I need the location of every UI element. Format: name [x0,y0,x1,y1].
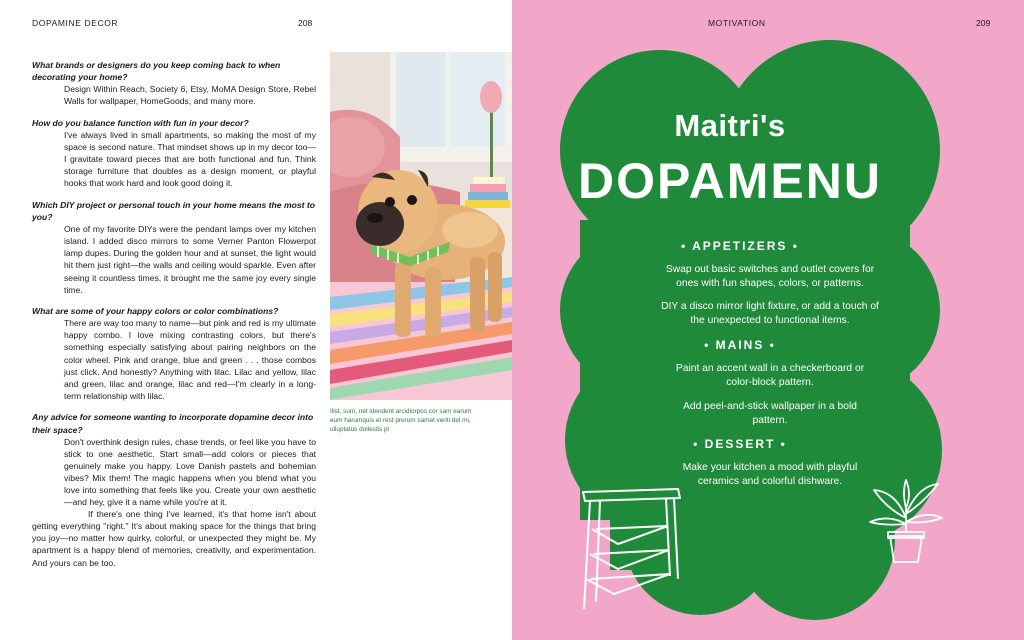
section-heading-appetizers: • APPETIZERS • [681,239,799,253]
answer-paragraph: If there's one thing I've learned, it's that home isn't about getting everything "right." It's about making space for the things that bring you joy—no matter how quirky, colorful, or unexpected they might be. My apartment is a happy blend of memories, creativity, and experimentation. And yours can be too. [32,509,316,568]
running-head-right: MOTIVATION [708,18,766,28]
question: What brands or designers do you keep coming back to when decorating your home? [32,60,281,83]
potted-plant-line-drawing [866,478,946,564]
menu-item: Paint an accent wall in a checkerboard or color-block pattern. [675,363,865,388]
page-number-left: 208 [298,18,313,28]
answer-paragraph: I've always lived in small apartments, so making the most of my space is second nature. That mindset shows up in my decor too—I gravitate toward pieces that are both functional and fun. Think storage furniture that doubles as a design moment, or playful hooks that work hard and look good doing it. [64,129,316,189]
answer-paragraph: Design Within Reach, Society 6, Etsy, MoMA Design Store, Rebel Walls for wallpaper, HomeGoods, and many more. [64,84,316,107]
photo-caption: Ilist, sum, net idendent arcidiorpos cor sam earum eum harumquis et rest prerum samet veriti del mi, ulluptatus dollestis pl [330,408,472,433]
question: Which DIY project or personal touch in your home means the most to you? [32,199,315,223]
menu-title-name: Maitri's [674,108,786,143]
page-number-right: 209 [976,18,991,28]
menu-item: Make your kitchen a mood with playful ceramics and colorful dishware. [682,462,858,487]
running-head-left: DOPAMINE DECOR [32,18,119,28]
menu-item: DIY a disco mirror light fixture, or add a touch of the unexpected to functional items. [661,301,879,326]
menu-item: Swap out basic switches and outlet covers for ones with fun shapes, colors, or patterns. [665,264,875,289]
question: How do you balance function with fun in your decor? [32,117,249,128]
section-heading-dessert: • DESSERT • [693,437,787,451]
answer-paragraph: There are way too many to name—but pink and red is my ultimate happy combo. I love mixing contrasting colors, but there's something especially satisfying about pairing neighbors on the color wheel. Pink and orange, blue and green . . . those combos just click. And honestly? Anything with lilac. Lilac and yellow, lilac and green, lilac and orange, lilac and red—I'm clearly in a long-term relationship with lilac. [64,318,316,401]
question: Any advice for someone wanting to incorporate dopamine decor into their space? [32,412,314,435]
menu-item: Add peel-and-stick wallpaper in a bold pattern. [682,401,857,426]
answer-paragraph: One of my favorite DIYs were the pendant lamps over my kitchen island. I added disco mirrors to some Verner Panton Flowerpot lamp dupes. During the golden hour and at sunset, the light would hit them just right—the walls and ceiling would sparkle. Even after seeing it countless times, it brought me the same joy every single time. [64,224,316,295]
answer-paragraph: Don't overthink design rules, chase trends, or feel like you have to stick to one aesthetic. Start small—add colors or pieces that genuinely make you happy. Love Danish pastels and bohemian vibes? Mix them! The magic happens when you blend what you love into something that feels like you. Create your own aesthetic—and hey, give it a name while you're at it. [64,436,316,508]
menu-title-dopamenu: DOPAMENU [578,153,882,209]
bar-stool-line-drawing [578,484,688,614]
question: What are some of your happy colors or color combinations? [32,306,279,317]
section-heading-mains: • MAINS • [704,338,776,352]
